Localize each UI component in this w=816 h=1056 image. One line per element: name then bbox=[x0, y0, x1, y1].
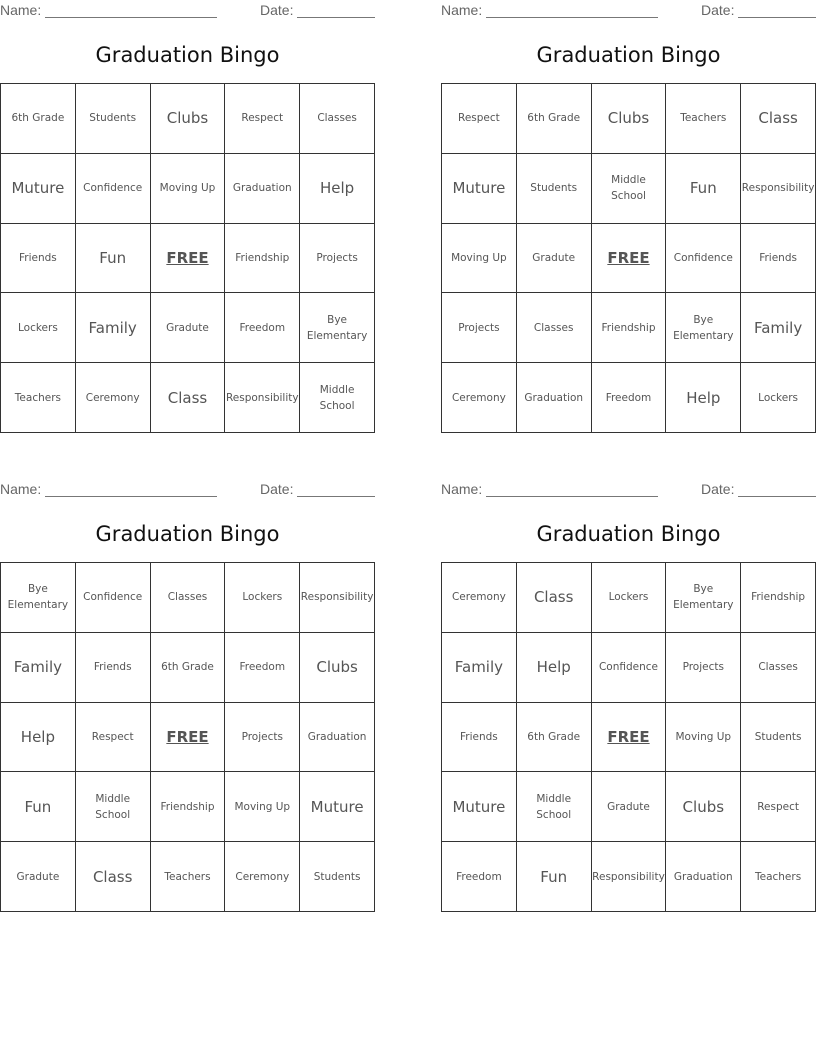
name-blank[interactable] bbox=[486, 17, 658, 18]
date-blank[interactable] bbox=[297, 496, 375, 497]
bingo-cell[interactable]: Graduation bbox=[517, 363, 592, 433]
bingo-cell[interactable]: Projects bbox=[300, 224, 375, 294]
bingo-cell[interactable]: Fun bbox=[1, 772, 76, 842]
bingo-cell[interactable]: Responsibility bbox=[741, 154, 816, 224]
bingo-cell[interactable]: Freedom bbox=[442, 842, 517, 912]
bingo-card-3 bbox=[0, 479, 375, 914]
bingo-cell[interactable]: Teachers bbox=[1, 363, 76, 433]
bingo-cell[interactable]: Class bbox=[76, 842, 151, 912]
bingo-cell[interactable]: 6th Grade bbox=[517, 703, 592, 773]
bingo-cell[interactable]: Bye Elementary bbox=[666, 563, 741, 633]
bingo-cell[interactable]: Friends bbox=[741, 224, 816, 294]
bingo-cell[interactable]: Help bbox=[517, 633, 592, 703]
bingo-cell[interactable]: Students bbox=[76, 84, 151, 154]
bingo-cell[interactable]: Projects bbox=[442, 293, 517, 363]
bingo-cell[interactable]: Responsibility bbox=[300, 563, 375, 633]
name-label: Name: bbox=[0, 2, 42, 18]
bingo-cell[interactable]: Confidence bbox=[76, 154, 151, 224]
bingo-cell[interactable]: Freedom bbox=[592, 363, 667, 433]
bingo-cell[interactable]: Friends bbox=[1, 224, 76, 294]
bingo-cell[interactable]: Help bbox=[300, 154, 375, 224]
bingo-cell[interactable]: Friendship bbox=[151, 772, 226, 842]
free-space[interactable]: FREE bbox=[151, 224, 226, 294]
bingo-cell[interactable]: Middle School bbox=[592, 154, 667, 224]
bingo-cell[interactable]: Bye Elementary bbox=[300, 293, 375, 363]
bingo-cell[interactable]: Muture bbox=[442, 154, 517, 224]
bingo-cell[interactable]: Fun bbox=[76, 224, 151, 294]
bingo-cell[interactable]: Moving Up bbox=[442, 224, 517, 294]
bingo-cell[interactable]: Lockers bbox=[741, 363, 816, 433]
bingo-cell[interactable]: Class bbox=[151, 363, 226, 433]
bingo-cell[interactable]: Teachers bbox=[741, 842, 816, 912]
bingo-cell[interactable]: Muture bbox=[1, 154, 76, 224]
bingo-cell[interactable]: Ceremony bbox=[442, 363, 517, 433]
bingo-cell[interactable]: Help bbox=[1, 703, 76, 773]
bingo-cell[interactable]: Ceremony bbox=[76, 363, 151, 433]
bingo-cell[interactable]: Bye Elementary bbox=[1, 563, 76, 633]
card-title: Graduation Bingo bbox=[95, 43, 280, 67]
bingo-cell[interactable]: Teachers bbox=[666, 84, 741, 154]
bingo-cell[interactable]: Respect bbox=[225, 84, 300, 154]
bingo-cell[interactable]: Freedom bbox=[225, 293, 300, 363]
date-label: Date: bbox=[260, 481, 294, 497]
bingo-card-2 bbox=[441, 0, 816, 435]
bingo-cell[interactable]: Friendship bbox=[225, 224, 300, 294]
bingo-cell[interactable]: Middle School bbox=[517, 772, 592, 842]
bingo-cell[interactable]: Freedom bbox=[225, 633, 300, 703]
card-title: Graduation Bingo bbox=[95, 522, 280, 546]
bingo-grid bbox=[0, 562, 375, 912]
bingo-cell[interactable]: Respect bbox=[741, 772, 816, 842]
bingo-cell[interactable]: Friendship bbox=[741, 563, 816, 633]
free-space[interactable]: FREE bbox=[592, 703, 667, 773]
bingo-cell[interactable]: Ceremony bbox=[442, 563, 517, 633]
bingo-cell[interactable]: Classes bbox=[300, 84, 375, 154]
bingo-cell[interactable]: Students bbox=[741, 703, 816, 773]
bingo-cell[interactable]: Graduation bbox=[300, 703, 375, 773]
bingo-grid bbox=[441, 562, 816, 912]
free-space[interactable]: FREE bbox=[592, 224, 667, 294]
name-date-line bbox=[441, 479, 816, 499]
bingo-cell[interactable]: Bye Elementary bbox=[666, 293, 741, 363]
bingo-card-4 bbox=[441, 479, 816, 914]
date-label: Date: bbox=[260, 2, 294, 18]
bingo-cell[interactable]: Class bbox=[517, 563, 592, 633]
bingo-cell[interactable]: Clubs bbox=[592, 84, 667, 154]
bingo-cell[interactable]: Clubs bbox=[666, 772, 741, 842]
bingo-cell[interactable]: Help bbox=[666, 363, 741, 433]
bingo-cell[interactable]: Family bbox=[1, 633, 76, 703]
bingo-card-1 bbox=[0, 0, 375, 435]
date-blank[interactable] bbox=[297, 17, 375, 18]
date-label: Date: bbox=[701, 481, 735, 497]
bingo-cell[interactable]: Clubs bbox=[151, 84, 226, 154]
bingo-cell[interactable]: Classes bbox=[151, 563, 226, 633]
bingo-cell[interactable]: 6th Grade bbox=[1, 84, 76, 154]
name-blank[interactable] bbox=[45, 17, 217, 18]
bingo-cell[interactable]: Fun bbox=[517, 842, 592, 912]
card-title: Graduation Bingo bbox=[536, 522, 721, 546]
bingo-cell[interactable]: Responsibility bbox=[592, 842, 667, 912]
bingo-cell[interactable]: Fun bbox=[666, 154, 741, 224]
name-blank[interactable] bbox=[486, 496, 658, 497]
name-date-line bbox=[441, 0, 816, 20]
bingo-cell[interactable]: Classes bbox=[517, 293, 592, 363]
bingo-cell[interactable]: Confidence bbox=[76, 563, 151, 633]
bingo-grid bbox=[0, 83, 375, 433]
bingo-cell[interactable]: Middle School bbox=[300, 363, 375, 433]
bingo-cell[interactable]: Muture bbox=[442, 772, 517, 842]
bingo-cell[interactable]: Gradute bbox=[517, 224, 592, 294]
card-title: Graduation Bingo bbox=[536, 43, 721, 67]
bingo-cell[interactable]: Respect bbox=[76, 703, 151, 773]
bingo-cell[interactable]: Moving Up bbox=[225, 772, 300, 842]
bingo-cell[interactable]: Responsibility bbox=[225, 363, 300, 433]
bingo-cell[interactable]: Friendship bbox=[592, 293, 667, 363]
bingo-cell[interactable]: Respect bbox=[442, 84, 517, 154]
bingo-cell[interactable]: Teachers bbox=[151, 842, 226, 912]
bingo-cell[interactable]: Lockers bbox=[592, 563, 667, 633]
bingo-cell[interactable]: Confidence bbox=[592, 633, 667, 703]
bingo-cell[interactable]: Lockers bbox=[225, 563, 300, 633]
bingo-cell[interactable]: 6th Grade bbox=[517, 84, 592, 154]
date-blank[interactable] bbox=[738, 496, 816, 497]
bingo-cell[interactable]: Graduation bbox=[666, 842, 741, 912]
bingo-cell[interactable]: Moving Up bbox=[151, 154, 226, 224]
free-space[interactable]: FREE bbox=[151, 703, 226, 773]
bingo-cell[interactable]: Classes bbox=[741, 633, 816, 703]
name-date-line bbox=[0, 479, 375, 499]
bingo-cell[interactable]: Family bbox=[76, 293, 151, 363]
bingo-cell[interactable]: Graduation bbox=[225, 154, 300, 224]
bingo-cell[interactable]: Family bbox=[741, 293, 816, 363]
date-label: Date: bbox=[701, 2, 735, 18]
bingo-cell[interactable]: Clubs bbox=[300, 633, 375, 703]
bingo-cell[interactable]: Middle School bbox=[76, 772, 151, 842]
bingo-cell[interactable]: Class bbox=[741, 84, 816, 154]
bingo-cell[interactable]: Confidence bbox=[666, 224, 741, 294]
bingo-cell[interactable]: Students bbox=[300, 842, 375, 912]
name-label: Name: bbox=[0, 481, 42, 497]
bingo-cell[interactable]: Family bbox=[442, 633, 517, 703]
name-date-line bbox=[0, 0, 375, 20]
name-label: Name: bbox=[441, 481, 483, 497]
bingo-cell[interactable]: Friends bbox=[442, 703, 517, 773]
bingo-cell[interactable]: Projects bbox=[666, 633, 741, 703]
name-label: Name: bbox=[441, 2, 483, 18]
bingo-cell[interactable]: Friends bbox=[76, 633, 151, 703]
bingo-cell[interactable]: Gradute bbox=[592, 772, 667, 842]
bingo-cell[interactable]: Ceremony bbox=[225, 842, 300, 912]
name-blank[interactable] bbox=[45, 496, 217, 497]
bingo-cell[interactable]: 6th Grade bbox=[151, 633, 226, 703]
bingo-cell[interactable]: Gradute bbox=[1, 842, 76, 912]
bingo-cell[interactable]: Projects bbox=[225, 703, 300, 773]
bingo-cell[interactable]: Students bbox=[517, 154, 592, 224]
bingo-cell[interactable]: Muture bbox=[300, 772, 375, 842]
bingo-cell[interactable]: Gradute bbox=[151, 293, 226, 363]
bingo-grid bbox=[441, 83, 816, 433]
bingo-cell[interactable]: Moving Up bbox=[666, 703, 741, 773]
date-blank[interactable] bbox=[738, 17, 816, 18]
bingo-cell[interactable]: Lockers bbox=[1, 293, 76, 363]
